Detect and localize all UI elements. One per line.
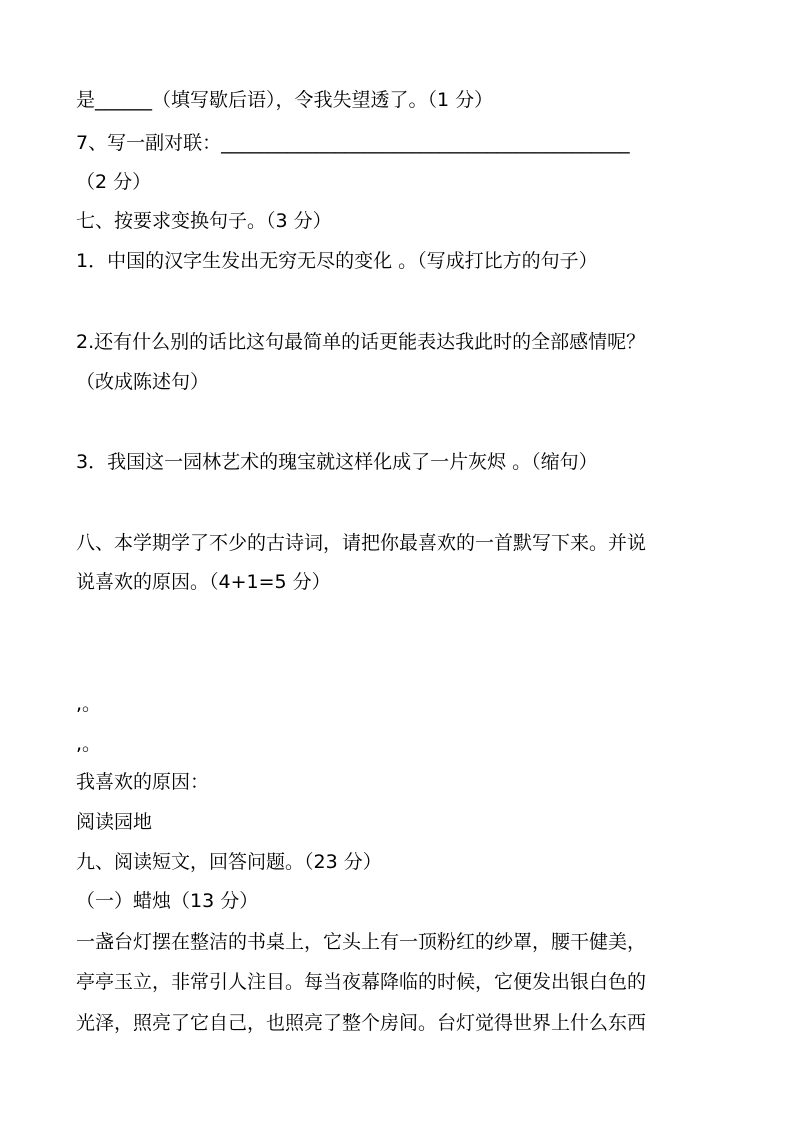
- sentence-task-2-instruction: （改成陈述句）: [76, 371, 210, 393]
- couplet-score-line: （2 分）: [76, 171, 152, 193]
- passage-one-title: （一）蜡烛（13 分）: [76, 890, 259, 912]
- passage-line-1: 一盏台灯摆在整洁的书桌上，它头上有一顶粉红的纱罩，腰干健美，: [76, 931, 647, 953]
- poem-answer-line-1: ,。: [76, 693, 102, 715]
- sentence-task-1: 1．中国的汉字生发出无穷无尽的变化 。（写成打比方的句子）: [76, 250, 598, 272]
- couplet-question-line: 7、写一副对联：___________________________________________: [76, 132, 630, 154]
- reason-label: 我喜欢的原因：: [76, 771, 210, 793]
- section-eight-continuation: 说喜欢的原因。（4+1=5 分）: [76, 571, 331, 593]
- sentence-task-3: 3．我国这一园林艺术的瑰宝就这样化成了一片灰烬 。（缩句）: [76, 451, 598, 473]
- reading-section-title: 阅读园地: [76, 811, 153, 833]
- poem-answer-line-2: ,。: [76, 733, 102, 755]
- section-eight-heading: 八、本学期学了不少的古诗词，请把你最喜欢的一首默写下来。并说: [76, 532, 647, 554]
- section-seven-heading: 七、按要求变换句子。（3 分）: [76, 210, 332, 232]
- sentence-task-2: 2.还有什么别的话比这句最简单的话更能表达我此时的全部感情呢？: [76, 331, 646, 353]
- section-nine-heading: 九、阅读短文，回答问题。（23 分）: [76, 851, 382, 873]
- passage-line-2: 亭亭玉立，非常引人注目。每当夜幕降临的时候，它便发出银白色的: [76, 971, 647, 993]
- passage-line-3: 光泽，照亮了它自己，也照亮了整个房间。台灯觉得世界上什么东西: [76, 1012, 647, 1034]
- proverb-question-line: 是______（填写歇后语），令我失望透了。（1 分）: [76, 89, 494, 111]
